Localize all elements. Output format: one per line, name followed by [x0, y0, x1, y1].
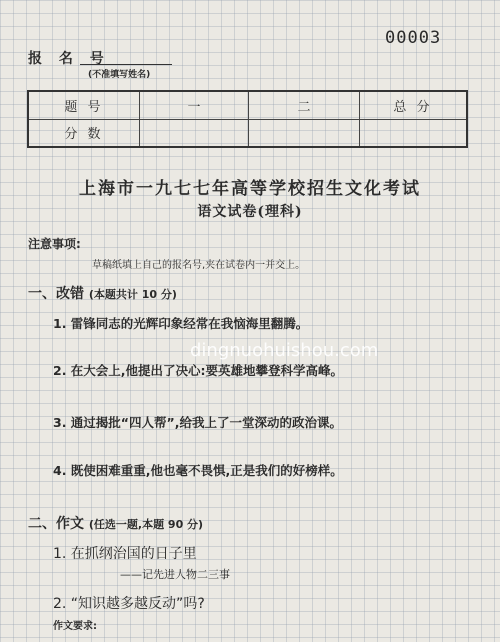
score-label: 分 数 — [28, 119, 140, 147]
essay-topic-2: 2. “知识越多越反动”吗? — [53, 596, 205, 612]
score-table-header-row — [28, 91, 467, 119]
essay-topic-1-subtitle: ——记先进人物二三事 — [120, 568, 230, 581]
correction-question-2: 2. 在大会上,他提出了决心:要英雄地攀登科学高峰。 — [53, 363, 344, 378]
notice-text: 草稿纸填上自己的报名号,夹在试卷内一并交上。 — [92, 260, 306, 271]
question-number-label: 题 号 — [28, 91, 140, 119]
section-one-heading — [28, 283, 177, 303]
total-score-cell — [360, 119, 468, 147]
registration-label: 报 名 号 — [28, 51, 110, 67]
correction-question-3: 3. 通过揭批“四人帮”,给我上了一堂深动的政治课。 — [53, 415, 342, 430]
exam-title: 上海市一九七七年高等学校招生文化考试 — [79, 179, 421, 199]
section-one-title: 一、改错 — [28, 286, 84, 302]
part-two-header: 二 — [249, 91, 360, 119]
section-two-note: (任选一题,本题 90 分) — [88, 518, 204, 531]
exam-subtitle: 语文试卷(理科) — [197, 204, 303, 220]
serial-number: 00003 — [385, 28, 442, 48]
watermark: dingnuohuishou.com — [190, 340, 379, 361]
score-table — [27, 90, 468, 148]
registration-note: (不准填写姓名) — [88, 70, 151, 80]
essay-topic-1: 1. 在抓纲治国的日子里 — [53, 546, 197, 562]
correction-question-1: 1. 雷锋同志的光辉印象经常在我恼海里翻腾。 — [53, 316, 309, 331]
total-score-header: 总 分 — [360, 91, 468, 119]
part-one-score-cell — [140, 119, 249, 147]
section-two-heading — [28, 513, 203, 533]
notice-label: 注意事项: — [28, 237, 81, 251]
score-table-score-row — [28, 119, 467, 147]
part-two-score-cell — [249, 119, 360, 147]
correction-question-4: 4. 既使困难重重,他也毫不畏惧,正是我们的好榜样。 — [53, 463, 343, 478]
part-one-header: 一 — [140, 91, 249, 119]
essay-requirements-label: 作文要求: — [53, 621, 97, 632]
registration-line — [80, 64, 172, 65]
section-two-title: 二、作文 — [28, 516, 84, 532]
section-one-note: (本题共计 10 分) — [88, 288, 177, 301]
